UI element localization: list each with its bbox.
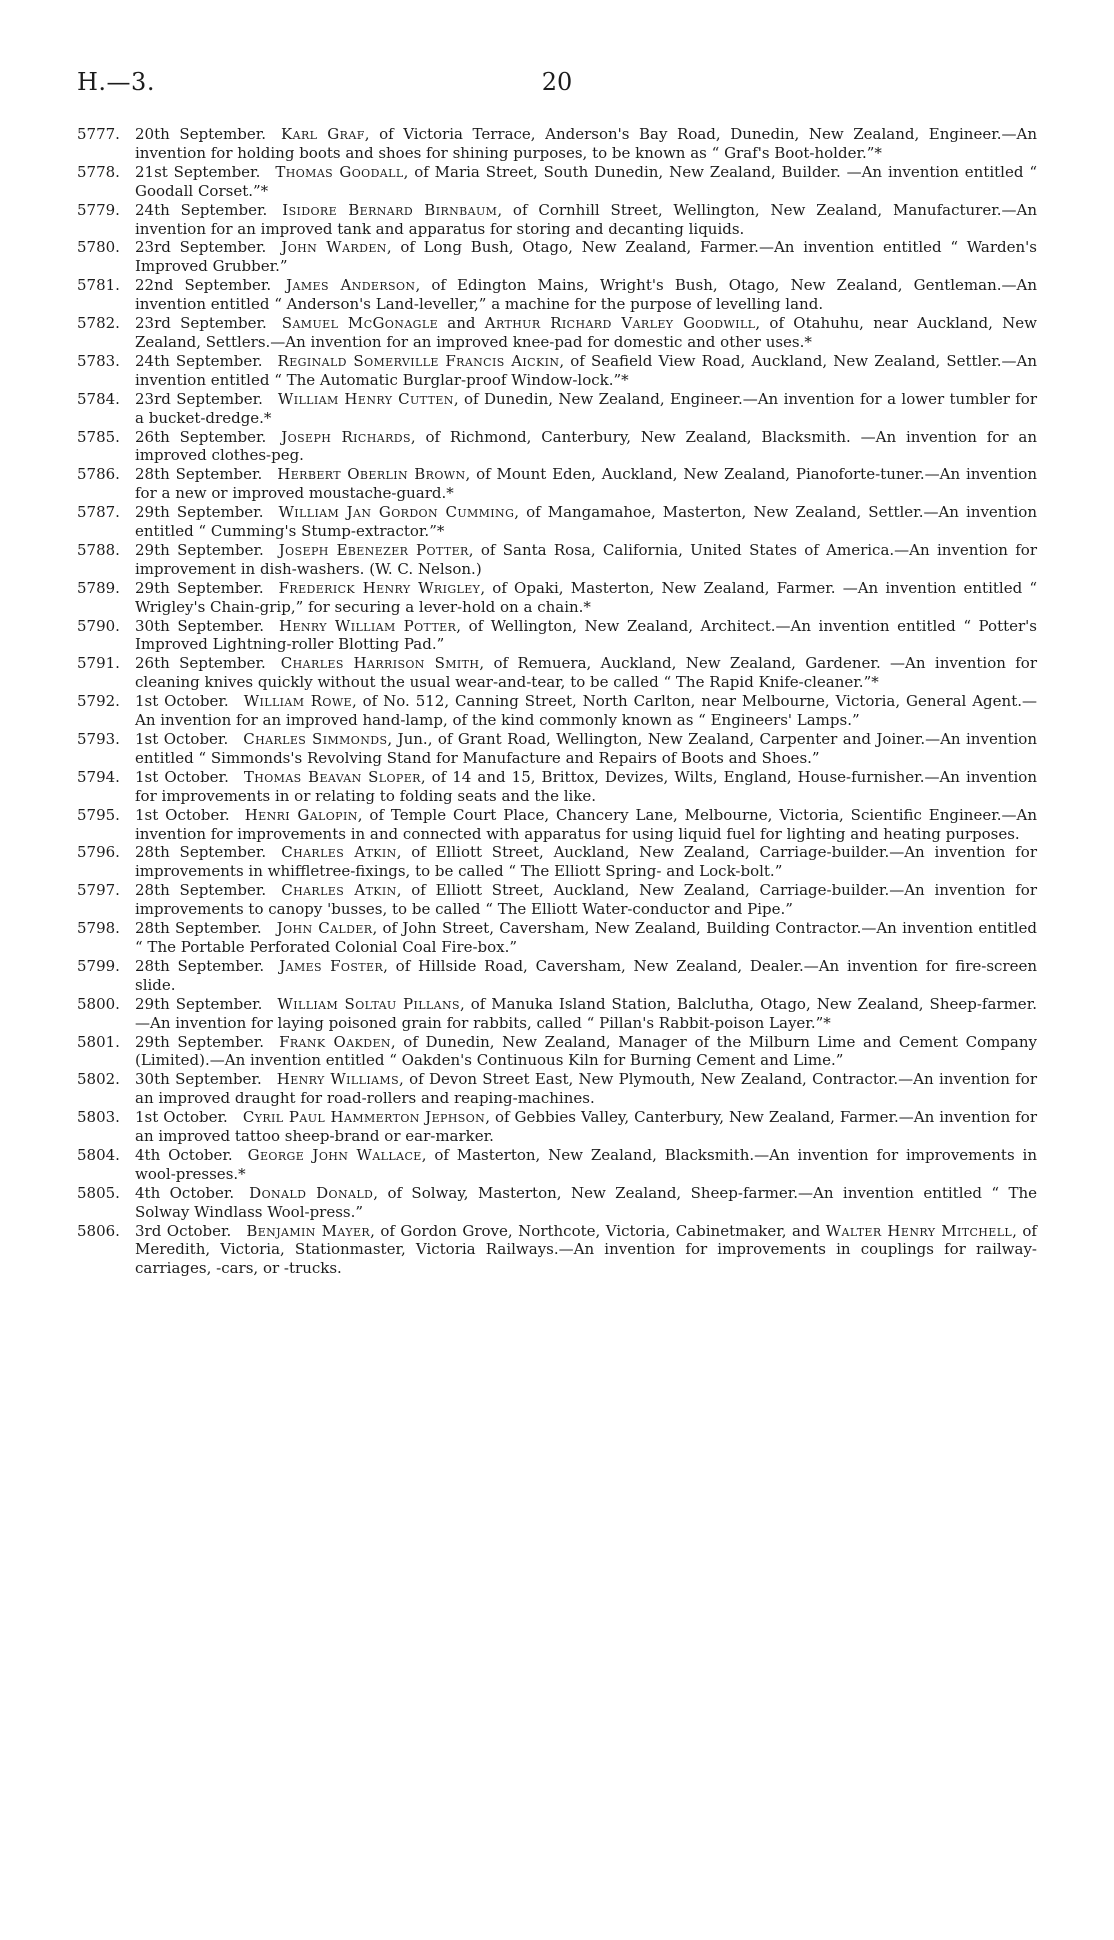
applicant-name: Karl Graf: [281, 125, 365, 143]
entry-description: , Jun., of Grant Road, Wellington, New Zealand, Carpenter and Joiner.—An invention entitled “ Simmonds's Revolving Stand for Manufacture and Repairs of Boots and Shoes.”: [135, 730, 1037, 767]
applicant-name: Thomas Goodall: [275, 162, 404, 181]
entry-text: [135, 541, 1037, 579]
entry-text: [135, 125, 1037, 163]
entry-text: [135, 579, 1037, 617]
entry-date: 1st October.: [135, 805, 230, 824]
entry-description: , of Richmond, Canterbury, New Zealand, Blacksmith. —An invention for an improved clothes-peg.: [135, 427, 1037, 465]
entry-description: , of Masterton, New Zealand, Blacksmith.—An invention for improvements in wool-presses.*: [135, 1145, 1037, 1183]
entry-date: 23rd September.: [135, 389, 263, 408]
patent-entry: [77, 352, 1037, 390]
entry-text: [135, 1184, 1037, 1222]
entry-description: , of Manuka Island Station, Balclutha, Otago, New Zealand, Sheep-farmer.—An invention for laying poisoned grain for rabbits, called “ Pillan's Rabbit-poison Layer.”*: [135, 994, 1037, 1032]
entry-number: 5794.: [77, 767, 120, 786]
entry-number: 5793.: [77, 730, 120, 748]
applicant-name: John Warden: [281, 238, 387, 257]
entry-text: [135, 238, 1037, 276]
entry-description: , of Santa Rosa, California, United States of America.—An invention for improvement in dish-washers. (W. C. Nelson.): [135, 540, 1038, 578]
applicant-name: James Foster: [279, 956, 384, 975]
entry-description: , of Long Bush, Otago, New Zealand, Farmer.—An invention entitled “ Warden's Improved Grubber.”: [135, 238, 1037, 276]
page-number: 20: [541, 68, 573, 96]
entry-text: [135, 163, 1037, 201]
entry-number: 5791.: [77, 654, 120, 673]
entry-date: 24th September.: [135, 351, 263, 370]
applicant-name: James Anderson: [286, 276, 416, 295]
patent-entry: [77, 654, 1037, 692]
applicant-name: Charles Atkin: [281, 881, 397, 900]
applicant-name: Walter Henry Mitchell: [825, 1221, 1013, 1240]
entry-text: [135, 692, 1037, 730]
entry-text: [135, 465, 1037, 503]
applicant-name: Benjamin Mayer: [246, 1221, 371, 1240]
entry-number: 5796.: [77, 843, 120, 862]
patent-entry: [77, 541, 1037, 579]
entry-date: 22nd September.: [135, 276, 272, 295]
entry-description: , of Elliott Street, Auckland, New Zealand, Carriage-builder.—An invention for improvements to canopy 'busses, to be called “ The Elliott Water-conductor and Pipe.”: [135, 881, 1037, 919]
entry-text: [135, 1033, 1037, 1071]
patent-entry: [77, 314, 1037, 352]
entry-date: 28th September.: [135, 843, 267, 862]
entry-description: , of Edington Mains, Wright's Bush, Otago, New Zealand, Gentleman.—An invention entitled “ Anderson's Land-leveller,” a machine for the purpose of levelling land.: [135, 276, 1037, 314]
entry-description: , of Dunedin, New Zealand, Manager of the Milburn Lime and Cement Company (Limited).—An invention entitled “ Oakden's Continuous Kiln for Burning Cement and Lime.”: [135, 1032, 1038, 1070]
entry-date: 4th October.: [135, 1183, 235, 1202]
entry-date: 28th September.: [135, 465, 263, 484]
applicant-name: William Rowe: [243, 692, 352, 711]
patent-entry: [77, 919, 1037, 957]
entry-description: , of 14 and 15, Brittox, Devizes, Wilts, England, House-furnisher.—An invention for improvements in or relating to folding seats and the like.: [135, 767, 1037, 805]
entry-number: 5803.: [77, 1108, 120, 1127]
applicant-name: William Jan Gordon Cumming: [278, 503, 515, 522]
applicant-name: Charles Harrison Smith: [280, 654, 480, 673]
entry-date: 21st September.: [135, 162, 261, 181]
entry-number: 5783.: [77, 351, 120, 370]
entry-number: 5786.: [77, 465, 120, 484]
entry-text: [135, 1108, 1037, 1146]
entry-number: 5780.: [77, 238, 120, 257]
patent-entry: [77, 730, 1037, 768]
entry-number: 5779.: [77, 200, 120, 219]
entry-number: 5797.: [77, 881, 120, 900]
patent-entry: [77, 465, 1037, 503]
entry-number: 5778.: [77, 162, 120, 181]
applicant-name: Henry William Potter: [279, 616, 457, 635]
entry-description: , of Wellington, New Zealand, Architect.—An invention entitled “ Potter's Improved Lightning-roller Blotting Pad.”: [135, 616, 1037, 654]
patent-application-list: [77, 125, 1037, 1278]
entry-date: 28th September.: [135, 919, 262, 938]
entry-description: , of Gebbies Valley, Canterbury, New Zealand, Farmer.—An invention for an improved tattoo sheep-brand or ear-marker.: [135, 1108, 1037, 1146]
entry-date: 29th September.: [135, 540, 264, 559]
entry-date: 29th September.: [135, 503, 264, 522]
entry-number: 5781.: [77, 276, 120, 295]
patent-entry: [77, 957, 1037, 995]
entry-text: [135, 314, 1037, 352]
entry-connector-text: and: [438, 314, 485, 333]
applicant-name: Isidore Bernard Birnbaum: [282, 200, 498, 219]
entry-description: , of No. 512, Canning Street, North Carlton, near Melbourne, Victoria, General Agent.—An invention for an improved hand-lamp, of the kind commonly known as “ Engineers' Lamps.”: [135, 692, 1037, 730]
entry-date: 29th September.: [135, 1032, 265, 1051]
entry-text: [135, 881, 1037, 919]
entry-description: , of Devon Street East, New Plymouth, New Zealand, Contractor.—An invention for an improved draught for road-rollers and reaping-machines.: [135, 1070, 1037, 1108]
entry-description: , of Cornhill Street, Wellington, New Zealand, Manufacturer.—An invention for an improved tank and apparatus for storing and decanting liquids.: [135, 200, 1038, 238]
entry-date: 29th September.: [135, 578, 264, 597]
applicant-name: Charles Simmonds: [243, 730, 388, 748]
entry-number: 5782.: [77, 314, 120, 333]
entry-number: 5795.: [77, 805, 120, 824]
entry-text: [135, 428, 1037, 466]
entry-date: 30th September.: [135, 616, 264, 635]
applicant-name: Arthur Richard Varley Goodwill: [484, 314, 756, 333]
entry-text: [135, 390, 1037, 428]
patent-entry: [77, 579, 1037, 617]
entry-description: , of Opaki, Masterton, New Zealand, Farmer. —An invention entitled “ Wrigley's Chain-grip,” for securing a lever-hold on a chain.*: [135, 578, 1038, 616]
patent-entry: [77, 1184, 1037, 1222]
entry-date: 20th September.: [135, 125, 266, 143]
patent-entry: [77, 163, 1037, 201]
entry-date: 4th October.: [135, 1145, 233, 1164]
entry-description: , of Mount Eden, Auckland, New Zealand, Pianoforte-tuner.—An invention for a new or improved moustache-guard.*: [135, 465, 1037, 503]
entry-text: [135, 1146, 1037, 1184]
entry-number: 5785.: [77, 427, 120, 446]
applicant-name: Thomas Beavan Sloper: [243, 767, 421, 786]
entry-number: 5804.: [77, 1145, 120, 1164]
entry-description: , of Maria Street, South Dunedin, New Zealand, Builder. —An invention entitled “ Goodall Corset.”*: [135, 162, 1037, 200]
entry-text: [135, 352, 1037, 390]
entry-date: 28th September.: [135, 881, 267, 900]
patent-entry: [77, 995, 1037, 1033]
entry-number: 5777.: [77, 125, 120, 143]
patent-entry: [77, 428, 1037, 466]
entry-date: 1st October.: [135, 767, 229, 786]
entry-date: 30th September.: [135, 1070, 262, 1089]
patent-entry: [77, 806, 1037, 844]
patent-entry: [77, 1070, 1037, 1108]
entry-description: , of Hillside Road, Caversham, New Zealand, Dealer.—An invention for fire-screen slide.: [135, 956, 1037, 994]
applicant-name: John Calder: [276, 919, 373, 938]
applicant-name: George John Wallace: [247, 1145, 422, 1164]
entry-description: , of Seafield View Road, Auckland, New Zealand, Settler.—An invention entitled “ The Automatic Burglar-proof Window-lock.”*: [135, 351, 1037, 389]
patent-entry: [77, 238, 1037, 276]
patent-entry: [77, 692, 1037, 730]
patent-entry: [77, 843, 1037, 881]
patent-entry: [77, 1108, 1037, 1146]
entry-date: 29th September.: [135, 994, 263, 1013]
patent-entry: [77, 1146, 1037, 1184]
entry-text: [135, 919, 1037, 957]
applicant-name: Henri Galopin: [244, 805, 358, 824]
entry-text: [135, 503, 1037, 541]
patent-entry: [77, 1222, 1037, 1279]
entry-description: , of Remuera, Auckland, New Zealand, Gardener. —An invention for cleaning knives quickly without the usual wear-and-tear, to be called “ The Rapid Knife-cleaner.”*: [135, 654, 1038, 692]
entry-date: 1st October.: [135, 1108, 228, 1127]
applicant-name: Joseph Ebenezer Potter: [278, 540, 469, 559]
entry-text: [135, 654, 1037, 692]
patent-entry: [77, 390, 1037, 428]
applicant-name: Herbert Oberlin Brown: [277, 465, 466, 484]
applicant-name: Donald Donald: [249, 1183, 374, 1202]
entry-description: , of Elliott Street, Auckland, New Zealand, Carriage-builder.—An invention for improvements in whiffletree-fixings, to be called “ The Elliott Spring- and Lock-bolt.”: [135, 843, 1037, 881]
patent-entry: [77, 617, 1037, 655]
entry-text: [135, 995, 1037, 1033]
entry-date: 23rd September.: [135, 238, 267, 257]
entry-text: [135, 957, 1037, 995]
entry-description: , of Temple Court Place, Chancery Lane, Melbourne, Victoria, Scientific Engineer.—An invention for improvements in and connected with apparatus for using liquid fuel for lighting and heating purposes.: [135, 805, 1038, 843]
entry-date: 3rd October.: [135, 1221, 232, 1240]
entry-text: [135, 1222, 1037, 1279]
entry-text: [135, 617, 1037, 655]
patent-entry: [77, 1033, 1037, 1071]
page-header: [77, 68, 1037, 108]
entry-number: 5790.: [77, 616, 120, 635]
entry-text: [135, 768, 1037, 806]
patent-entry: [77, 503, 1037, 541]
applicant-name: Frederick Henry Wrigley: [278, 578, 481, 597]
entry-description: , of Meredith, Victoria, Stationmaster, Victoria Railways.—An invention for improvements in couplings for railway-carriages, -cars, or -trucks.: [135, 1221, 1037, 1278]
entry-number: 5792.: [77, 692, 120, 711]
entry-text: [135, 1070, 1037, 1108]
applicant-name: William Henry Cutten: [277, 389, 454, 408]
entry-description: , of Otahuhu, near Auckland, New Zealand, Settlers.—An invention for an improved knee-pad for domestic and other uses.*: [135, 314, 1037, 351]
entry-text: [135, 201, 1037, 239]
entry-date: 26th September.: [135, 427, 267, 446]
entry-number: 5799.: [77, 956, 120, 975]
document-reference: H.—3.: [77, 68, 155, 96]
entry-date: 26th September.: [135, 654, 266, 673]
entry-description: , of Solway, Masterton, New Zealand, Sheep-farmer.—An invention entitled “ The Solway Windlass Wool-press.”: [135, 1183, 1038, 1221]
applicant-name: Frank Oakden: [279, 1032, 391, 1051]
entry-text: [135, 276, 1037, 314]
entry-description: , of Mangamahoe, Masterton, New Zealand, Settler.—An invention entitled “ Cumming's Stump-extractor.”*: [135, 503, 1037, 541]
entry-number: 5787.: [77, 503, 120, 522]
applicant-name: Charles Atkin: [281, 843, 397, 862]
entry-number: 5806.: [77, 1221, 120, 1240]
entry-description: , of Dunedin, New Zealand, Engineer.—An invention for a lower tumbler for a bucket-dredge.*: [135, 389, 1038, 427]
applicant-name: William Soltau Pillans: [277, 994, 460, 1013]
entry-text: [135, 843, 1037, 881]
entry-date: 28th September.: [135, 956, 265, 975]
entry-number: 5801.: [77, 1032, 120, 1051]
entry-number: 5788.: [77, 540, 120, 559]
entry-date: 1st October.: [135, 692, 229, 711]
patent-entry: [77, 125, 1037, 163]
entry-date: 24th September.: [135, 200, 268, 219]
applicant-name: Cyril Paul Hammerton Jephson: [242, 1108, 486, 1127]
entry-description: , of Victoria Terrace, Anderson's Bay Road, Dunedin, New Zealand, Engineer.—An invention for holding boots and shoes for shining purposes, to be known as “ Graf's Boot-holder.”*: [135, 125, 1038, 162]
entry-date: 23rd September.: [135, 314, 267, 333]
entry-number: 5784.: [77, 389, 120, 408]
applicant-name: Samuel McGonagle: [281, 314, 438, 333]
patent-entry: [77, 881, 1037, 919]
entry-number: 5789.: [77, 578, 120, 597]
patent-entry: [77, 768, 1037, 806]
patent-entry: [77, 276, 1037, 314]
entry-text: [135, 806, 1037, 844]
entry-connector-text: , of Gordon Grove, Northcote, Victoria, Cabinetmaker, and: [370, 1221, 826, 1240]
entry-description: , of John Street, Caversham, New Zealand, Building Contractor.—An invention entitled “ The Portable Perforated Colonial Coal Fire-box.”: [135, 919, 1037, 956]
patent-entry: [77, 201, 1037, 239]
entry-date: 1st October.: [135, 730, 229, 748]
applicant-name: Joseph Richards: [281, 427, 411, 446]
entry-number: 5802.: [77, 1070, 120, 1089]
entry-number: 5798.: [77, 919, 120, 938]
applicant-name: Henry Williams: [276, 1070, 400, 1089]
applicant-name: Reginald Somerville Francis Aickin: [277, 351, 560, 370]
entry-number: 5800.: [77, 994, 120, 1013]
entry-text: [135, 730, 1037, 768]
entry-number: 5805.: [77, 1183, 120, 1202]
